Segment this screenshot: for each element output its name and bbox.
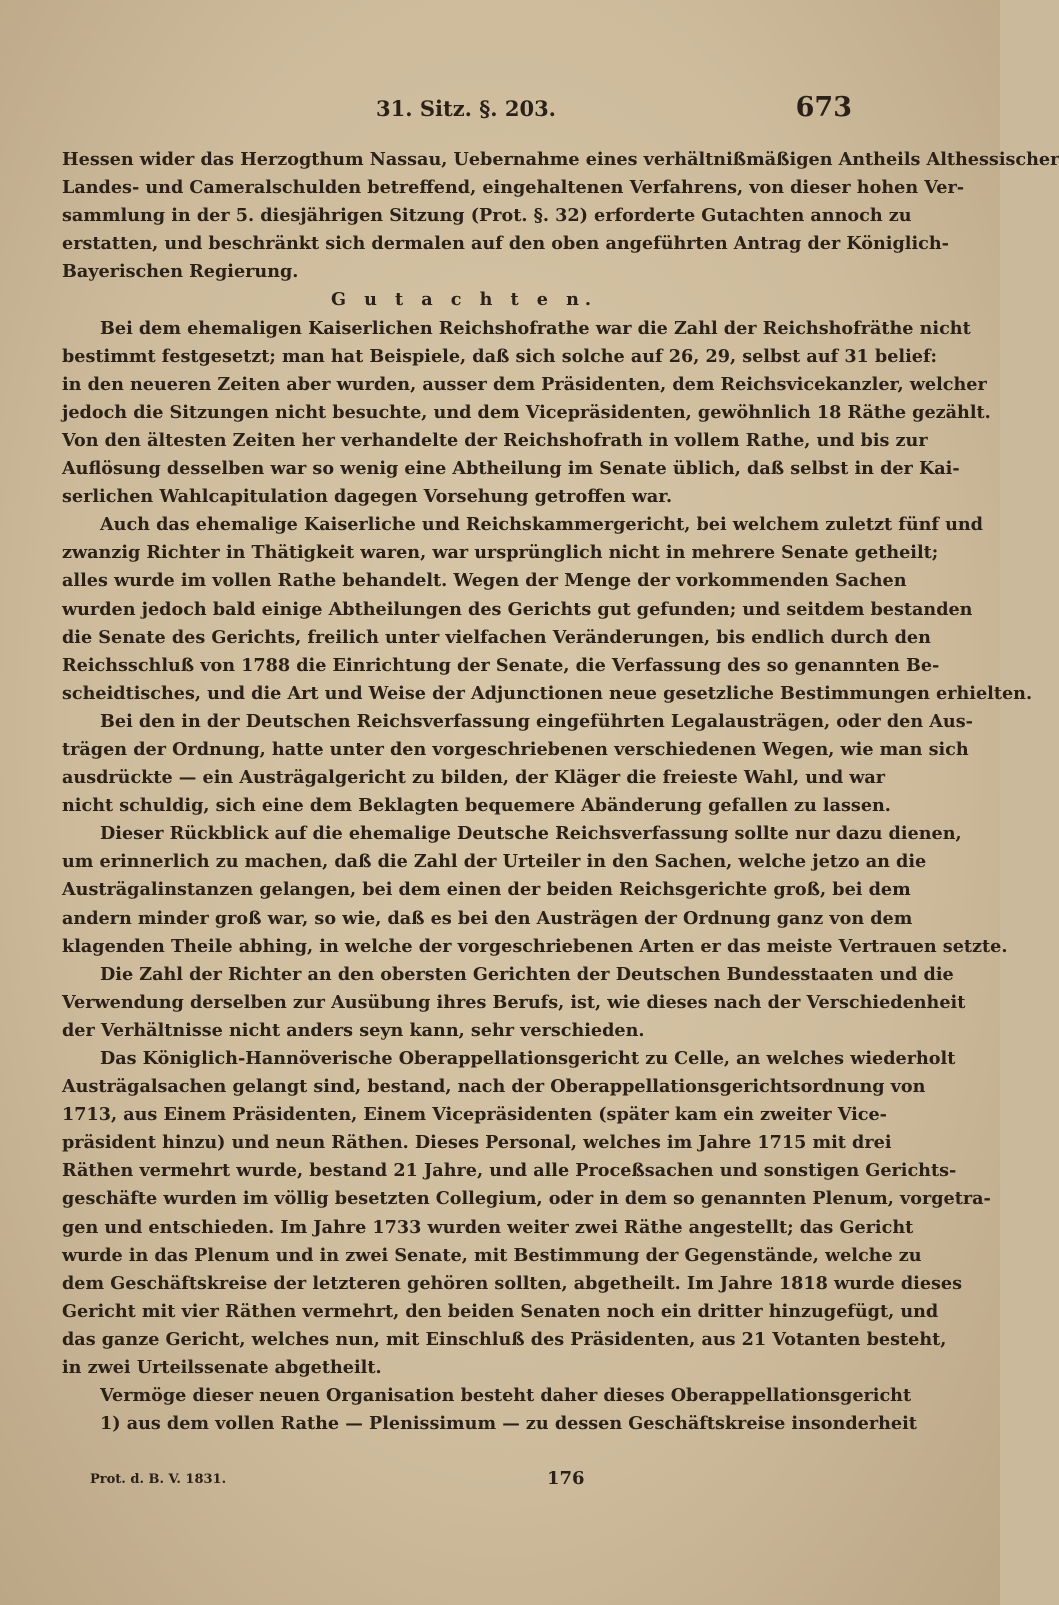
text-line: Verwendung derselben zur Ausübung ihres Berufs, ist, wie dieses nach der Verschiedenheit xyxy=(62,991,966,1013)
printer-signature: Prot. d. B. V. 1831. xyxy=(90,1472,227,1487)
text-line: das ganze Gericht, welches nun, mit Einschluß des Präsidenten, aus 21 Votanten besteht, xyxy=(62,1328,947,1350)
sheet-number: 176 xyxy=(547,1468,585,1489)
text-line: Das Königlich-Hannöverische Oberappellationsgericht zu Celle, an welches wiederholt xyxy=(100,1048,956,1069)
text-line: Gericht mit vier Räthen vermehrt, den beiden Senaten noch ein dritter hinzugefügt, und xyxy=(62,1300,939,1322)
text-line: 1713, aus Einem Präsidenten, Einem Vicepräsidenten (später kam ein zweiter Vice- xyxy=(62,1104,887,1126)
text-line: Hessen wider das Herzogthum Nassau, Uebernahme eines verhältnißmäßigen Antheils Althessischer xyxy=(62,149,1059,170)
text-line: nicht schuldig, sich eine dem Beklagten bequemere Abänderung gefallen zu lassen. xyxy=(62,795,891,817)
text-line: Räthen vermehrt wurde, bestand 21 Jahre, und alle Proceßsachen und sonstigen Gerichts- xyxy=(62,1160,957,1182)
text-line: der Verhältnisse nicht anders seyn kann, sehr verschieden. xyxy=(62,1019,645,1041)
text-line: jedoch die Sitzungen nicht besuchte, und dem Vicepräsidenten, gewöhnlich 18 Räthe gezählt. xyxy=(62,401,991,423)
text-line: andern minder groß war, so wie, daß es bei den Austrägen der Ordnung ganz von dem xyxy=(62,907,913,929)
text-line: Bei dem ehemaligen Kaiserlichen Reichshofrathe war die Zahl der Reichshofräthe nicht xyxy=(100,317,971,339)
text-line: Austrägalinstanzen gelangen, bei dem einen der beiden Reichsgerichte groß, bei dem xyxy=(62,879,911,901)
text-line: klagenden Theile abhing, in welche der vorgeschriebenen Arten er das meiste Vertrauen setzte. xyxy=(62,935,1008,957)
text-line: dem Geschäftskreise der letzteren gehören sollten, abgetheilt. Im Jahre 1818 wurde dieses xyxy=(62,1272,963,1294)
page-footer xyxy=(90,1468,890,1492)
text-line: Dieser Rückblick auf die ehemalige Deutsche Reichsverfassung sollte nur dazu dienen, xyxy=(100,823,962,845)
text-line: wurde in das Plenum und in zwei Senate, mit Bestimmung der Gegenstände, welche zu xyxy=(62,1244,922,1266)
text-line: um erinnerlich zu machen, daß die Zahl der Urteiler in den Sachen, welche jetzo an die xyxy=(62,851,927,873)
text-line: Austrägalsachen gelangt sind, bestand, nach der Oberappellationsgerichtsordnung von xyxy=(62,1076,926,1098)
text-line: 1) aus dem vollen Rathe — Plenissimum — zu dessen Geschäftskreise insonderheit xyxy=(100,1413,917,1435)
body-text xyxy=(62,146,1059,1438)
page-header xyxy=(0,92,1000,130)
page-number: 673 xyxy=(795,92,852,123)
text-line: Landes- und Cameralschulden betreffend, eingehaltenen Verfahrens, von dieser hohen Ver- xyxy=(62,177,965,199)
text-line: scheidtisches, und die Art und Weise der Adjunctionen neue gesetzliche Bestimmungen erhielten. xyxy=(62,682,1033,704)
text-line: die Senate des Gerichts, freilich unter vielfachen Veränderungen, bis endlich durch den xyxy=(62,626,931,648)
text-line: sammlung in der 5. diesjährigen Sitzung (Prot. §. 32) erforderte Gutachten annoch zu xyxy=(62,205,912,227)
text-line: bestimmt festgesetzt; man hat Beispiele, daß sich solche auf 26, 29, selbst auf 31 belief: xyxy=(62,345,938,367)
text-line: zwanzig Richter in Thätigkeit waren, war ursprünglich nicht in mehrere Senate getheilt; xyxy=(62,542,939,564)
section-heading: G u t a c h t e n. xyxy=(330,289,598,311)
text-line: Bei den in der Deutschen Reichsverfassung eingeführten Legalausträgen, oder den Aus- xyxy=(100,710,973,732)
text-line: Auch das ehemalige Kaiserliche und Reichskammergericht, bei welchem zuletzt fünf und xyxy=(100,514,983,536)
text-line: in zwei Urteilssenate abgetheilt. xyxy=(62,1357,382,1379)
text-line: ausdrückte — ein Austrägalgericht zu bilden, der Kläger die freieste Wahl, und war xyxy=(62,767,886,789)
text-line: in den neueren Zeiten aber wurden, ausser dem Präsidenten, dem Reichsvicekanzler, welcher xyxy=(62,373,987,395)
text-line: serlichen Wahlcapitulation dagegen Vorsehung getroffen war. xyxy=(62,486,673,508)
text-line: gen und entschieden. Im Jahre 1733 wurden weiter zwei Räthe angestellt; das Gericht xyxy=(62,1216,914,1238)
text-line: Auflösung desselben war so wenig eine Abtheilung im Senate üblich, daß selbst in der Kai- xyxy=(62,458,960,480)
text-line: präsident hinzu) und neun Räthen. Dieses Personal, welches im Jahre 1715 mit drei xyxy=(62,1132,892,1154)
running-title: 31. Sitz. §. 203. xyxy=(376,96,556,121)
text-line: Vermöge dieser neuen Organisation besteht daher dieses Oberappellationsgericht xyxy=(100,1385,912,1407)
text-line: alles wurde im vollen Rathe behandelt. Wegen der Menge der vorkommenden Sachen xyxy=(62,570,907,592)
text-line: wurden jedoch bald einige Abtheilungen des Gerichts gut gefunden; und seitdem bestanden xyxy=(62,598,973,620)
text-line: erstatten, und beschränkt sich dermalen auf den oben angeführten Antrag der Königlich- xyxy=(62,233,949,255)
text-line: Reichsschluß von 1788 die Einrichtung der Senate, die Verfassung des so genannten Be- xyxy=(62,654,940,676)
text-line: Bayerischen Regierung. xyxy=(62,261,299,283)
text-line: Die Zahl der Richter an den obersten Gerichten der Deutschen Bundesstaaten und die xyxy=(100,963,954,985)
text-line: trägen der Ordnung, hatte unter den vorgeschriebenen verschiedenen Wegen, wie man sich xyxy=(62,738,969,760)
text-line: geschäfte wurden im völlig besetzten Collegium, oder in dem so genannten Plenum, vorgetra- xyxy=(62,1188,991,1210)
text-line: Von den ältesten Zeiten her verhandelte der Reichshofrath in vollem Rathe, und bis zur xyxy=(62,429,928,451)
